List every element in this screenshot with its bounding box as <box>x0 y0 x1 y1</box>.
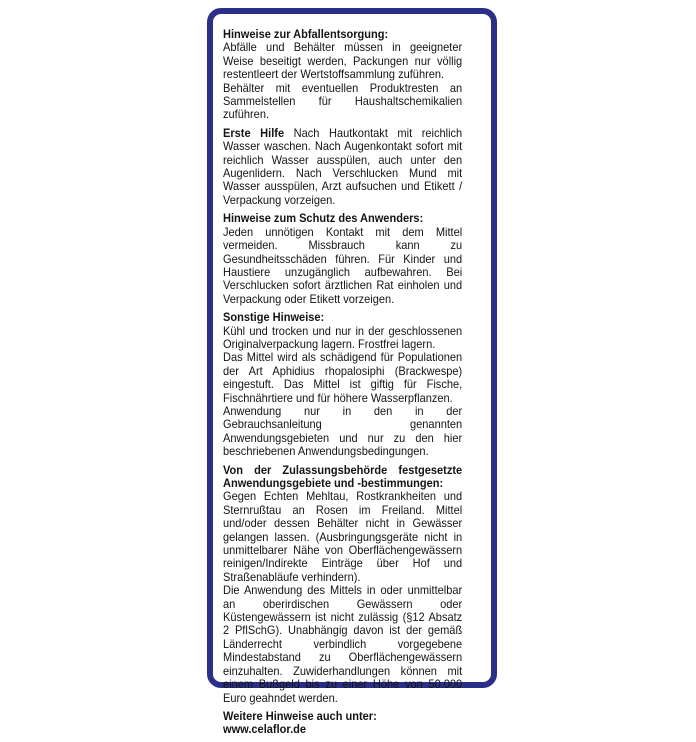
label-text <box>223 28 462 742</box>
paragraph: Jeden unnötigen Kontakt mit dem Mittel vermeiden. Missbrauch kann zu Gesundheitsschäden führen. Für Kinder und Haustiere unzugänglich aufbewahren. Bei Verschlucken sofort ärztlichen Rat einholen und Verpackung oder Etikett vorzeigen. <box>223 224 463 306</box>
section-first-aid <box>223 127 462 207</box>
heading-approval-conditions: Von der Zulassungsbehörde festgesetzte Anwendungsgebiete und -bestimmungen: <box>223 462 463 490</box>
section-user-protection <box>223 212 462 306</box>
section-approval-conditions <box>223 464 462 705</box>
paragraph: Behälter mit eventuellen Produktresten an Sammelstellen für Haushaltschemikalien zuführen. <box>223 80 463 122</box>
heading-user-protection: Hinweise zum Schutz des Anwenders: <box>223 211 424 226</box>
paragraph: Kühl und trocken und nur in der geschlossenen Originalverpackung lagern. Frostfrei lagern. <box>223 323 463 351</box>
paragraph: Nach Hautkontakt mit reichlich Wasser waschen. Nach Augenkontakt sofort mit reichlich Wasser ausspülen, auch unter den Augenlidern. Nach Verschlucken Mund mit Wasser ausspülen, Arzt aufsuchen und Etikett / Verpackung vorzeigen. <box>223 125 463 207</box>
heading-waste-disposal: Hinweise zur Abfallentsorgung: <box>223 27 389 41</box>
product-label <box>207 8 497 737</box>
paragraph: Anwendung nur in den in der Gebrauchsanleitung genannten Anwendungsgebieten und nur zu den hier beschriebenen Anwendungsbedingungen. <box>223 403 463 459</box>
paragraph: Abfälle und Behälter müssen in geeigneter Weise beseitigt werden, Packungen nur völlig restentleert der Wertstoffsammlung zuführen. <box>223 40 463 82</box>
footer-heading: Weitere Hinweise auch unter: <box>223 708 377 723</box>
section-waste-disposal <box>223 28 462 122</box>
section-footer <box>223 710 462 737</box>
heading-other-notes: Sonstige Hinweise: <box>223 310 325 325</box>
paragraph: Gegen Echten Mehltau, Rostkrankheiten und Sternrußtau an Rosen im Freiland. Mittel und/oder dessen Behälter nicht in Gewässer gelangen lassen. (Ausbringungsgeräte nicht in unmittelbarer Nähe von Oberflächengewässern reinigen/Indirekte Einträge über Hof und Straßenabläufe verhindern). <box>223 489 463 584</box>
paragraph: Die Anwendung des Mittels in oder unmittelbar an oberirdischen Gewässern oder Küstengewässern ist nicht zulässig (§12 Absatz 2 PflSchG). Unabhängig davon ist der gemäß Länderrecht verbindlich vorgegebene Mindestabstand zu Oberflächengewässern einzuhalten. Zuwiderhandlungen können mit einem Bußgeld bis zu einer Höhe von 50.000 Euro geahndet werden. <box>223 583 463 705</box>
paragraph: Das Mittel wird als schädigend für Populationen der Art Aphidius rhopalosiphi (Brackwespe) eingestuft. Das Mittel ist giftig für Fische, Fischnährtiere und für höhere Wasserpflanzen. <box>223 350 463 405</box>
section-other-notes <box>223 311 462 458</box>
heading-first-aid: Erste Hilfe <box>223 125 285 140</box>
website-link[interactable]: www.celaflor.de <box>223 722 307 737</box>
